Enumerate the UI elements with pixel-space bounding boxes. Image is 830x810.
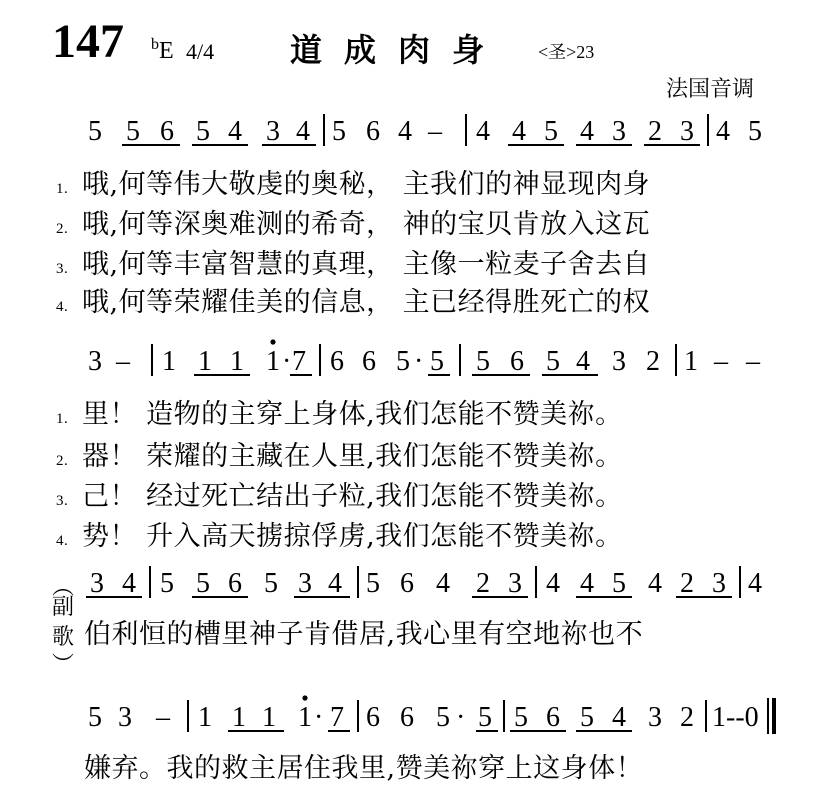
svg-text:4: 4 — [716, 116, 730, 147]
svg-text:副: 副 — [52, 595, 75, 620]
final-lyric: 嫌弃。我的救主居住我里,赞美祢穿上这身体！ — [84, 753, 644, 784]
verse-number: 4. — [56, 299, 69, 315]
time-signature: 4/4 — [186, 39, 215, 64]
source-reference: <圣>23 — [538, 42, 595, 62]
verse-text: 哦,何等深奥难测的希奇， 神的宝贝肯放入这瓦 — [82, 209, 651, 240]
svg-text:·: · — [314, 702, 324, 733]
svg-text:︵: ︵ — [52, 575, 75, 600]
svg-text:1: 1 — [198, 702, 212, 733]
svg-text:3: 3 — [648, 702, 662, 733]
svg-text:2: 2 — [476, 568, 490, 599]
verse-line — [56, 440, 623, 478]
svg-text:1: 1 — [162, 346, 176, 377]
svg-text:5: 5 — [748, 116, 762, 147]
svg-text:4: 4 — [436, 568, 450, 599]
verse-text: 哦,何等丰富智慧的真理， 主像一粒麦子舍去自 — [82, 249, 651, 280]
svg-text:5: 5 — [546, 346, 560, 377]
notation-system-1 — [88, 114, 762, 147]
svg-text:–: – — [116, 346, 130, 377]
svg-text:1: 1 — [232, 702, 246, 733]
svg-text:–: – — [156, 702, 170, 733]
notation-final — [88, 695, 774, 734]
svg-text:1: 1 — [262, 702, 276, 733]
svg-text:1: 1 — [266, 346, 280, 377]
svg-text:5: 5 — [544, 116, 558, 147]
svg-text:·: · — [282, 346, 292, 377]
svg-text:7: 7 — [330, 702, 344, 733]
svg-text:5: 5 — [88, 702, 102, 733]
verse-line — [56, 398, 623, 436]
svg-text:3: 3 — [88, 346, 102, 377]
svg-text:3: 3 — [90, 568, 104, 599]
svg-text:5: 5 — [332, 116, 346, 147]
svg-text:5: 5 — [430, 346, 444, 377]
svg-text:3: 3 — [680, 116, 694, 147]
svg-text:5: 5 — [514, 702, 528, 733]
hymn-number: 147 — [52, 15, 124, 68]
verse-text: 里！ 造物的主穿上身体,我们怎能不赞美祢。 — [82, 399, 623, 430]
verse-number: 1. — [56, 181, 69, 197]
svg-text:5: 5 — [396, 346, 410, 377]
tune-name: 法国音调 — [666, 77, 755, 102]
svg-text:·: · — [456, 702, 466, 733]
svg-text:5: 5 — [196, 116, 210, 147]
svg-text:5: 5 — [436, 702, 450, 733]
svg-text:6: 6 — [366, 702, 380, 733]
svg-text:4: 4 — [580, 116, 594, 147]
svg-text:–: – — [714, 346, 728, 377]
notation-system-2 — [88, 339, 761, 377]
svg-text:2: 2 — [648, 116, 662, 147]
svg-text:4: 4 — [296, 116, 310, 147]
verse-line — [56, 286, 650, 324]
svg-text:4: 4 — [228, 116, 242, 147]
svg-text:4: 4 — [546, 568, 560, 599]
svg-text:︶: ︶ — [52, 653, 75, 678]
svg-text:6: 6 — [366, 116, 380, 147]
svg-text:6: 6 — [362, 346, 376, 377]
verse-line — [56, 168, 650, 206]
svg-text:4: 4 — [576, 346, 590, 377]
svg-text:5: 5 — [160, 568, 174, 599]
svg-text:4: 4 — [328, 568, 342, 599]
chorus-lyric: 伯利恒的槽里神子肯借居,我心里有空地祢也不 — [84, 619, 644, 650]
svg-text:4: 4 — [648, 568, 662, 599]
verse-text: 哦,何等荣耀佳美的信息， 主已经得胜死亡的权 — [82, 287, 651, 318]
svg-text:2: 2 — [680, 702, 694, 733]
svg-text:1: 1 — [198, 346, 212, 377]
svg-text:6: 6 — [400, 568, 414, 599]
verse-text: 哦,何等伟大敬虔的奥秘， 主我们的神显现肉身 — [82, 169, 651, 200]
svg-text:3: 3 — [266, 116, 280, 147]
svg-text:3: 3 — [612, 116, 626, 147]
svg-text:4: 4 — [612, 702, 626, 733]
svg-text:5: 5 — [126, 116, 140, 147]
svg-text:–: – — [428, 116, 442, 147]
svg-text:5: 5 — [366, 568, 380, 599]
svg-text:2: 2 — [680, 568, 694, 599]
verse-number: 3. — [56, 261, 69, 277]
svg-text:4: 4 — [512, 116, 526, 147]
verse-line — [56, 208, 650, 246]
verse-text: 势！ 升入高天掳掠俘虏,我们怎能不赞美祢。 — [82, 521, 623, 552]
svg-text:5: 5 — [264, 568, 278, 599]
verse-line — [56, 248, 650, 286]
verse-number: 2. — [56, 221, 69, 237]
svg-text:4: 4 — [122, 568, 136, 599]
svg-text:–: – — [746, 346, 760, 377]
svg-text:6: 6 — [228, 568, 242, 599]
svg-text:6: 6 — [160, 116, 174, 147]
verse-number: 2. — [56, 453, 69, 469]
svg-text:7: 7 — [292, 346, 306, 377]
svg-text:4: 4 — [476, 116, 490, 147]
verse-number: 3. — [56, 493, 69, 509]
svg-text:6: 6 — [510, 346, 524, 377]
svg-text:1: 1 — [684, 346, 698, 377]
svg-text:5: 5 — [580, 702, 594, 733]
svg-text:1: 1 — [298, 702, 312, 733]
svg-text:4: 4 — [398, 116, 412, 147]
verse-line — [56, 480, 623, 518]
svg-text:6: 6 — [330, 346, 344, 377]
svg-text:3: 3 — [712, 568, 726, 599]
svg-text:4: 4 — [748, 568, 762, 599]
svg-text:歌: 歌 — [52, 625, 75, 650]
svg-text:2: 2 — [646, 346, 660, 377]
svg-text:5: 5 — [612, 568, 626, 599]
hymn-title: 道成肉身 — [290, 31, 507, 69]
key-letter: E — [159, 38, 174, 64]
svg-text:5: 5 — [88, 116, 102, 147]
flat-sign: b — [151, 36, 159, 53]
verse-number: 1. — [56, 411, 69, 427]
verse-text: 己！ 经过死亡结出子粒,我们怎能不赞美祢。 — [82, 481, 623, 512]
svg-text:3: 3 — [118, 702, 132, 733]
svg-text:3: 3 — [508, 568, 522, 599]
svg-text:5: 5 — [478, 702, 492, 733]
svg-text:5: 5 — [476, 346, 490, 377]
svg-text:1: 1 — [230, 346, 244, 377]
svg-text:1--0: 1--0 — [712, 702, 759, 733]
verse-text: 器！ 荣耀的主藏在人里,我们怎能不赞美祢。 — [82, 441, 623, 472]
verse-number: 4. — [56, 533, 69, 549]
svg-text:4: 4 — [580, 568, 594, 599]
svg-text:·: · — [414, 346, 424, 377]
svg-text:3: 3 — [612, 346, 626, 377]
svg-text:5: 5 — [196, 568, 210, 599]
svg-text:6: 6 — [546, 702, 560, 733]
svg-text:3: 3 — [298, 568, 312, 599]
svg-text:6: 6 — [400, 702, 414, 733]
verse-line — [56, 520, 623, 558]
